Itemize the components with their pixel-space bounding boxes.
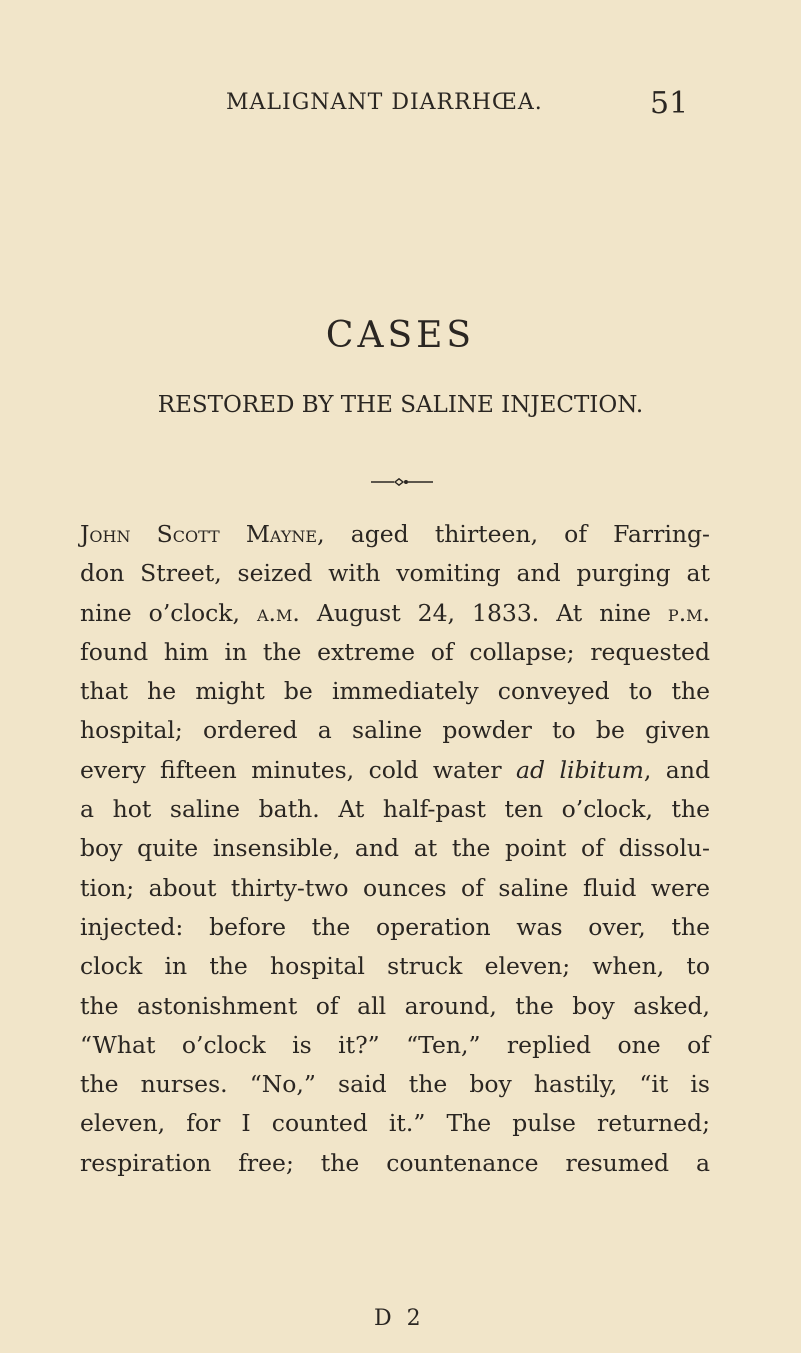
text-line-4: found him in the extreme of collapse; requested: [80, 637, 710, 666]
patient-name: John Scott Mayne: [80, 520, 318, 548]
text-line-3: nine o’clock, a.m. August 24, 1833. At nine p.m.: [80, 598, 711, 627]
text-line-13: the astonishment of all around, the boy asked,: [80, 991, 710, 1020]
section-subheading: RESTORED BY THE SALINE INJECTION.: [157, 392, 644, 418]
running-title: MALIGNANT DIARRHŒA.: [226, 90, 543, 115]
running-head: [0, 88, 801, 120]
text-line-11: injected: before the operation was over, the: [80, 912, 710, 941]
text-line-6: hospital; ordered a saline powder to be given: [80, 716, 710, 745]
text-line-1: John Scott Mayne, aged thirteen, of Farring-: [80, 520, 710, 548]
text-line-5: that he might be immediately conveyed to the: [80, 677, 710, 706]
text-line-16: eleven, for I counted it.” The pulse returned;: [80, 1109, 710, 1138]
text-line-10: tion; about thirty-two ounces of saline fluid were: [80, 873, 710, 902]
latin-phrase: ad libitum: [515, 755, 644, 784]
ornament-rule-icon: [371, 478, 433, 486]
text-line-17: respiration free; the countenance resumed a: [80, 1148, 710, 1177]
text-line-7: every fifteen minutes, cold water ad libitum, and: [80, 755, 710, 784]
text-line-9: boy quite insensible, and at the point of dissolu-: [80, 834, 710, 863]
page-number: 51: [650, 86, 689, 121]
text-line-14: “What o’clock is it?” “Ten,” replied one of: [80, 1030, 710, 1059]
text-line-15: the nurses. “No,” said the boy hastily, “it is: [80, 1070, 710, 1099]
case-paragraph: [80, 515, 710, 1183]
section-heading: CASES: [325, 315, 476, 356]
text-line-12: clock in the hospital struck eleven; when, to: [80, 952, 710, 981]
text-line-2: don Street, seized with vomiting and purging at: [80, 559, 710, 588]
text-line-8: a hot saline bath. At half-past ten o’clock, the: [80, 795, 710, 824]
signature-mark: D 2: [374, 1306, 425, 1331]
